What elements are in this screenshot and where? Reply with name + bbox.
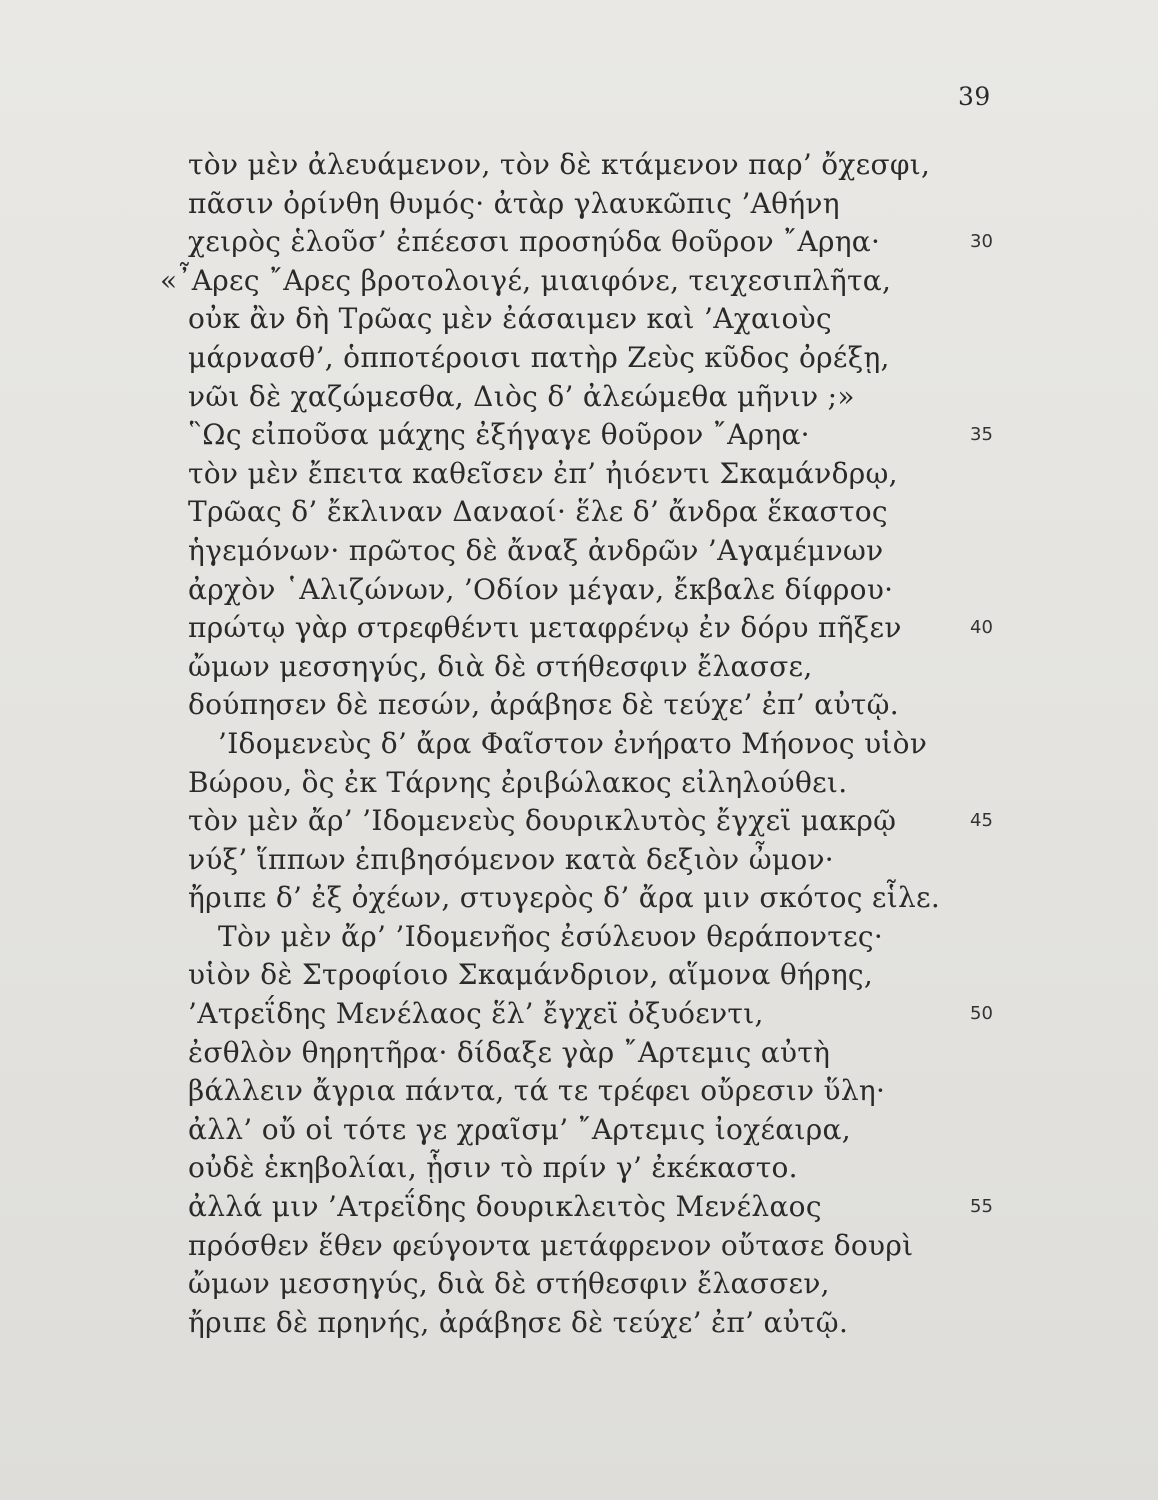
verse-line — [0, 493, 1158, 532]
verse-line — [0, 1111, 1158, 1150]
verse-text: ἀρχὸν ῾Αλιζώνων, ’Οδίον μέγαν, ἔκβαλε δίφρου· — [188, 572, 894, 606]
verse-line — [0, 956, 1158, 995]
verse-text: οὐδὲ ἑκηβολίαι, ᾗσιν τὸ πρίν γ’ ἐκέκαστο. — [188, 1151, 798, 1185]
verse-line — [0, 146, 1158, 185]
verse-text: «῏Αρες ῎Αρες βροτολοιγέ, μιαιφόνε, τειχεσιπλῆτα, — [160, 263, 892, 297]
line-number: 35 — [970, 424, 993, 446]
verse-text: ἡγεμόνων· πρῶτος δὲ ἄναξ ἀνδρῶν ’Αγαμέμνων — [188, 533, 884, 567]
verse-line — [0, 455, 1158, 494]
line-number: 55 — [970, 1196, 993, 1218]
verse-line — [0, 262, 1158, 301]
verse-text: δούπησεν δὲ πεσών, ἀράβησε δὲ τεύχε’ ἐπ’ αὐτῷ. — [188, 688, 899, 722]
verse-text: τὸν μὲν ἀλευάμενον, τὸν δὲ κτάμενον παρ’ ὄχεσφι, — [188, 148, 931, 181]
verse-line — [0, 300, 1158, 339]
verse-line — [0, 1072, 1158, 1111]
verse-line — [0, 995, 1158, 1034]
verse-line — [0, 1304, 1158, 1343]
verse-text: πᾶσιν ὀρίνθη θυμός· ἀτὰρ γλαυκῶπις ’Αθήνη — [188, 186, 840, 220]
verse-text: ὤμων μεσσηγύς, διὰ δὲ στήθεσφιν ἔλασσε, — [188, 649, 813, 683]
verse-line — [0, 764, 1158, 803]
verse-text: πρώτῳ γὰρ στρεφθέντι μεταφρένῳ ἐν δόρυ πῆξεν — [188, 611, 902, 645]
verse-text: νύξ’ ἵππων ἐπιβησόμενον κατὰ δεξιὸν ὦμον· — [188, 842, 835, 876]
verse-text: υἱὸν δὲ Στροφίοιο Σκαμάνδριον, αἵμονα θήρης, — [188, 958, 874, 992]
verse-line — [0, 648, 1158, 687]
line-number: 40 — [970, 617, 993, 639]
verse-text: Βώρου, ὃς ἐκ Τάρνης ἐριβώλακος εἰληλούθει. — [188, 765, 848, 799]
verse-line — [0, 571, 1158, 610]
verse-text: ἀλλ’ οὔ οἱ τότε γε χραῖσμ’ ῎Αρτεμις ἰοχέαιρα, — [188, 1112, 851, 1146]
verse-text: ῝Ως εἰποῦσα μάχης ἐξήγαγε θοῦρον ῎Αρηα· — [188, 418, 810, 452]
verse-text: ὤμων μεσσηγύς, διὰ δὲ στήθεσφιν ἔλασσεν, — [188, 1267, 830, 1301]
line-number: 45 — [970, 810, 993, 832]
verse-line — [0, 1149, 1158, 1188]
verse-text: Τὸν μὲν ἄρ’ ’Ιδομενῆος ἐσύλευον θεράποντες· — [218, 919, 884, 953]
verse-line — [0, 725, 1158, 764]
verse-line — [0, 339, 1158, 378]
verse-text: πρόσθεν ἕθεν φεύγοντα μετάφρενον οὔτασε δουρὶ — [188, 1228, 914, 1262]
verse-line — [0, 378, 1158, 417]
verse-text: ἤριπε δ’ ἐξ ὀχέων, στυγερὸς δ’ ἄρα μιν σκότος εἷλε. — [188, 881, 941, 915]
verse-line — [0, 918, 1158, 957]
verse-line — [0, 1034, 1158, 1073]
verse-text: ’Ιδομενεὺς δ’ ἄρα Φαῖστον ἐνήρατο Μήονος υἱὸν — [218, 726, 928, 760]
verse-text: ἀλλά μιν ’Ατρεΐδης δουρικλειτὸς Μενέλαος — [188, 1190, 822, 1224]
verse-text: ἤριπε δὲ πρηνής, ἀράβησε δὲ τεύχε’ ἐπ’ αὐτῷ. — [188, 1305, 849, 1339]
verse-line — [0, 686, 1158, 725]
verse-text: τὸν μὲν ἔπειτα καθεῖσεν ἐπ’ ἠιόεντι Σκαμάνδρῳ, — [188, 456, 898, 490]
page-number: 39 — [958, 82, 991, 111]
verse-line — [0, 185, 1158, 224]
verse-text: ’Ατρεΐδης Μενέλαος ἕλ’ ἔγχεϊ ὀξυόεντι, — [188, 997, 764, 1031]
line-number: 50 — [970, 1003, 993, 1025]
verse-text: νῶι δὲ χαζώμεσθα, Διὸς δ’ ἀλεώμεθα μῆνιν ;» — [188, 379, 855, 413]
verse-line — [0, 879, 1158, 918]
verse-line — [0, 841, 1158, 880]
verse-text: μάρνασθ’, ὁπποτέροισι πατὴρ Ζεὺς κῦδος ὀρέξῃ, — [188, 340, 890, 374]
verse-line — [0, 802, 1158, 841]
verse-line — [0, 223, 1158, 262]
verse-line — [0, 532, 1158, 571]
verse-text: τὸν μὲν ἄρ’ ’Ιδομενεὺς δουρικλυτὸς ἔγχεϊ μακρῷ — [188, 804, 897, 838]
verse-line — [0, 1227, 1158, 1266]
verse-block — [0, 146, 1158, 1342]
verse-text: χειρὸς ἑλοῦσ’ ἐπέεσσι προσηύδα θοῦρον ῎Αρηα· — [188, 225, 881, 259]
verse-line — [0, 416, 1158, 455]
verse-line — [0, 1265, 1158, 1304]
line-number: 30 — [970, 231, 993, 253]
verse-text: οὐκ ἂν δὴ Τρῶας μὲν ἐάσαιμεν καὶ ’Αχαιοὺς — [188, 302, 832, 336]
verse-line — [0, 1188, 1158, 1227]
verse-text: ἐσθλὸν θηρητῆρα· δίδαξε γὰρ ῎Αρτεμις αὐτὴ — [188, 1035, 831, 1069]
verse-line — [0, 609, 1158, 648]
verse-text: βάλλειν ἄγρια πάντα, τά τε τρέφει οὔρεσιν ὕλη· — [188, 1074, 886, 1108]
verse-text: Τρῶας δ’ ἔκλιναν Δαναοί· ἕλε δ’ ἄνδρα ἕκαστος — [188, 495, 888, 529]
